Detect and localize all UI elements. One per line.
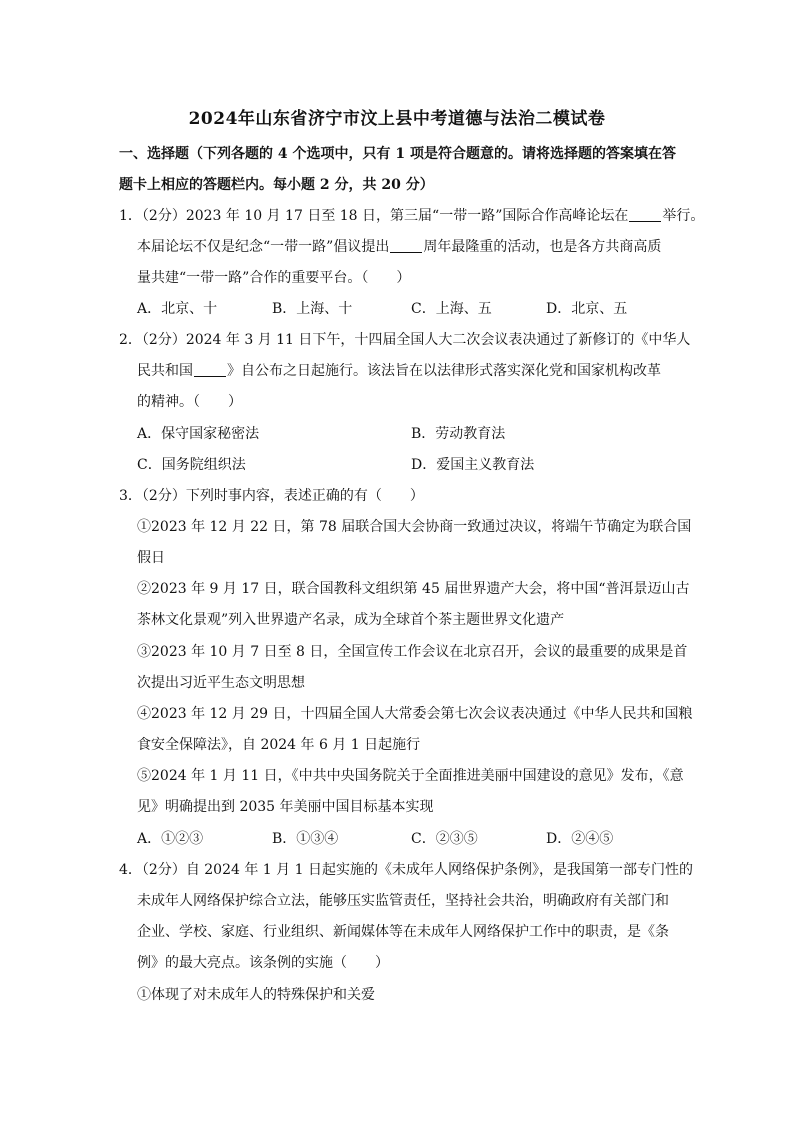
question-1-option-a[interactable]: A．北京、十 xyxy=(137,301,218,317)
question-3-option-a[interactable]: A．①②③ xyxy=(137,831,204,847)
question-3-statement-3-b: 次提出习近平生态文明思想 xyxy=(137,675,305,691)
question-3-statement-2-a: ②2023 年 9 月 17 日，联合国教科文组织第 45 届世界遗产大会，将中国“普洱景迈山古 xyxy=(137,581,690,597)
question-1-text-d: 周年最隆重的活动，也是各方共商高质 xyxy=(423,239,662,255)
question-4-line-3: 企业、学校、家庭、行业组织、新闻媒体等在未成年人网络保护工作中的职责，是《条 xyxy=(137,924,669,940)
question-1-text-b: 举行。 xyxy=(662,208,705,224)
question-4-line-1: 4．（2分）自 2024 年 1 月 1 日起实施的《未成年人网络保护条例》，是我国第一部专门性的 xyxy=(119,862,693,878)
question-3-line-1: 3．（2分）下列时事内容，表述正确的有（ ） xyxy=(119,488,424,504)
question-4-line-4: 例》的最大亮点。该条例的实施（ ） xyxy=(137,955,389,971)
section-heading-line-1: 一、选择题（下列各题的 4 个选项中，只有 1 项是符合题意的。请将选择题的答案填在答 xyxy=(119,146,676,162)
question-2-line-3: 的精神。（ ） xyxy=(137,394,242,410)
question-2-option-c[interactable]: C．国务院组织法 xyxy=(137,457,246,473)
question-1-line-1 xyxy=(119,207,704,225)
answer-blank xyxy=(629,207,661,222)
question-4-line-2: 未成年人网络保护综合立法，能够压实监管责任，坚持社会共治，明确政府有关部门和 xyxy=(137,893,669,909)
section-heading-line-2: 题卡上相应的答题栏内。每小题 2 分，共 20 分） xyxy=(119,177,434,193)
question-3-statement-3-a: ③2023 年 10 月 7 日至 8 日，全国宣传工作会议在北京召开，会议的最重要的成果是首 xyxy=(137,644,688,660)
question-3-statement-5-b: 见》明确提出到 2035 年美丽中国目标基本实现 xyxy=(137,799,434,815)
question-3-statement-2-b: 茶林文化景观”列入世界遗产名录，成为全球首个茶主题世界文化遗产 xyxy=(137,612,565,628)
question-3-option-b[interactable]: B．①③④ xyxy=(272,831,339,847)
question-1-option-c[interactable]: C．上海、五 xyxy=(411,301,492,317)
question-1-option-b[interactable]: B．上海、十 xyxy=(272,301,353,317)
page-title: 2024年山东省济宁市汶上县中考道德与法治二模试卷 xyxy=(188,109,606,129)
answer-blank xyxy=(390,238,422,253)
question-3-option-d[interactable]: D．②④⑤ xyxy=(546,831,614,847)
question-1-option-d[interactable]: D．北京、五 xyxy=(546,301,628,317)
question-2-option-b[interactable]: B．劳动教育法 xyxy=(411,426,506,442)
question-1-text-c: 本届论坛不仅是纪念“一带一路”倡议提出 xyxy=(137,239,390,255)
question-3-statement-4-b: 食安全保障法》，自 2024 年 6 月 1 日起施行 xyxy=(137,737,421,753)
question-1-text-a: 1．（2分）2023 年 10 月 17 日至 18 日，第三届“一带一路”国际合作高峰论坛在 xyxy=(119,208,629,224)
question-3-statement-1-a: ①2023 年 12 月 22 日，第 78 届联合国大会协商一致通过决议，将端午节确定为联合国 xyxy=(137,519,692,535)
question-2-option-a[interactable]: A．保守国家秘密法 xyxy=(137,426,260,442)
question-3-statement-5-a: ⑤2024 年 1 月 11 日，《中共中央国务院关于全面推进美丽中国建设的意见》发布，《意 xyxy=(137,768,684,784)
question-3-statement-1-b: 假日 xyxy=(137,550,165,566)
question-2-line-2 xyxy=(137,362,661,380)
question-3-option-c[interactable]: C．②③⑤ xyxy=(411,831,478,847)
answer-blank xyxy=(194,362,226,377)
question-2-text-b: 》自公布之日起施行。该法旨在以法律形式落实深化党和国家机构改革 xyxy=(227,363,661,379)
question-1-line-3: 量共建“一带一路”合作的重要平台。（ ） xyxy=(137,270,411,286)
question-1-line-2 xyxy=(137,238,661,256)
question-2-text-a: 民共和国 xyxy=(137,363,193,379)
question-3-statement-4-a: ④2023 年 12 月 29 日，十四届全国人大常委会第七次会议表决通过《中华人民共和国粮 xyxy=(137,706,693,722)
question-2-option-d[interactable]: D．爱国主义教育法 xyxy=(411,457,535,473)
question-4-statement-1: ①体现了对未成年人的特殊保护和关爱 xyxy=(137,987,375,1003)
question-2-line-1: 2．（2分）2024 年 3 月 11 日下午，十四届全国人大二次会议表决通过了新修订的《中华人 xyxy=(119,332,691,348)
